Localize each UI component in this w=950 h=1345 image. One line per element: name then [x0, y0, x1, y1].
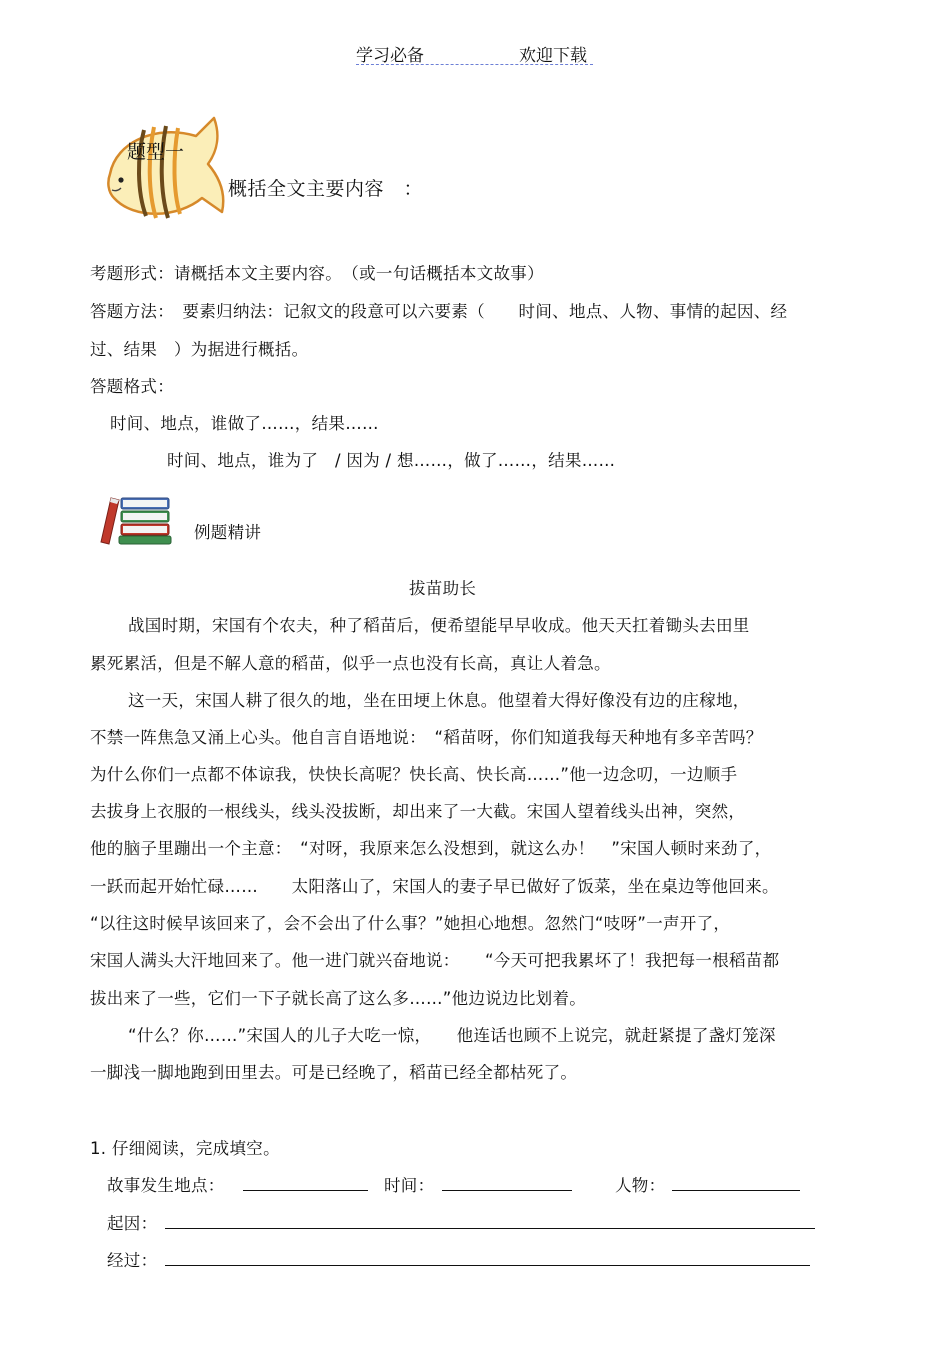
people-label: 人物：	[615, 1176, 666, 1195]
place-blank[interactable]	[243, 1172, 368, 1191]
header-left-text: 学习必备	[356, 46, 424, 66]
books-icon	[97, 492, 177, 546]
people-blank[interactable]	[672, 1172, 800, 1191]
story-line: 去拔身上衣服的一根线头，线头没拔断，却出来了一大截。宋国人望着线头出神，突然，	[90, 802, 746, 821]
exam-form-text: 考题形式：请概括本文主要内容。 （或一句话概括本文故事）	[90, 264, 544, 283]
question-prompt: 1. 仔细阅读，完成填空。	[90, 1139, 280, 1158]
answer-method-line-1: 答题方法： 要素归纳法：记叙文的段意可以六要素（ 时间、地点、人物、事情的起因、经	[90, 302, 788, 321]
time-blank[interactable]	[442, 1172, 572, 1191]
answer-format-label: 答题格式：	[90, 377, 174, 396]
story-line: 这一天，宋国人耕了很久的地，坐在田埂上休息。他望着大得好像没有边的庄稼地，	[128, 691, 750, 710]
story-line: 不禁一阵焦急又涌上心头。他自言自语地说： “稻苗呀，你们知道我每天种地有多辛苦吗？	[90, 728, 763, 747]
process-blank[interactable]	[165, 1247, 810, 1266]
example-label: 例题精讲	[194, 523, 262, 542]
answer-method-line-2: 过、结果 ）为据进行概括。	[90, 340, 309, 359]
story-line: “什么？你……”宋国人的儿子大吃一惊， 他连话也顾不上说完，就赶紧提了盏灯笼深	[128, 1026, 776, 1045]
question-type-title: 概括全文主要内容 ：	[228, 178, 424, 200]
place-label: 故事发生地点：	[107, 1176, 225, 1195]
header-right-text: 欢迎下载	[519, 46, 587, 66]
question-type-label: 题型一	[127, 141, 185, 163]
cause-label: 起因：	[107, 1214, 158, 1233]
process-label: 经过：	[107, 1251, 158, 1270]
story-line: “以往这时候早该回来了，会不会出了什么事？”她担心地想。忽然门“吱呀”一声开了，	[90, 914, 731, 933]
story-line: 战国时期，宋国有个农夫，种了稻苗后，便希望能早早收成。他天天扛着锄头去田里	[128, 616, 750, 635]
story-line: 拔出来了一些，它们一下子就长高了这么多……”他边说边比划着。	[90, 989, 587, 1008]
fish-icon	[104, 116, 234, 224]
story-line: 一脚浅一脚地跑到田里去。可是已经晚了，稻苗已经全都枯死了。	[90, 1063, 578, 1082]
header-divider	[356, 64, 593, 65]
story-line: 一跃而起开始忙碌…… 太阳落山了，宋国人的妻子早已做好了饭菜，坐在桌边等他回来。	[90, 877, 779, 896]
story-line: 宋国人满头大汗地回来了。他一进门就兴奋地说： “今天可把我累坏了！我把每一根稻苗都	[90, 951, 780, 970]
answer-format-2: 时间、地点，谁为了 / 因为 / 想……，做了……，结果……	[167, 451, 616, 470]
story-title: 拔苗助长	[409, 579, 477, 598]
time-label: 时间：	[384, 1176, 435, 1195]
answer-format-1: 时间、地点，谁做了……，结果……	[110, 414, 379, 433]
story-line: 他的脑子里蹦出一个主意： “对呀，我原来怎么没想到，就这么办！ ”宋国人顿时来劲了，	[90, 839, 772, 858]
cause-blank[interactable]	[165, 1210, 815, 1229]
story-line: 累死累活，但是不解人意的稻苗，似乎一点也没有长高，真让人着急。	[90, 654, 611, 673]
story-line: 为什么你们一点都不体谅我，快快长高呢？快长高、快长高……”他一边念叨，一边顺手	[90, 765, 738, 784]
